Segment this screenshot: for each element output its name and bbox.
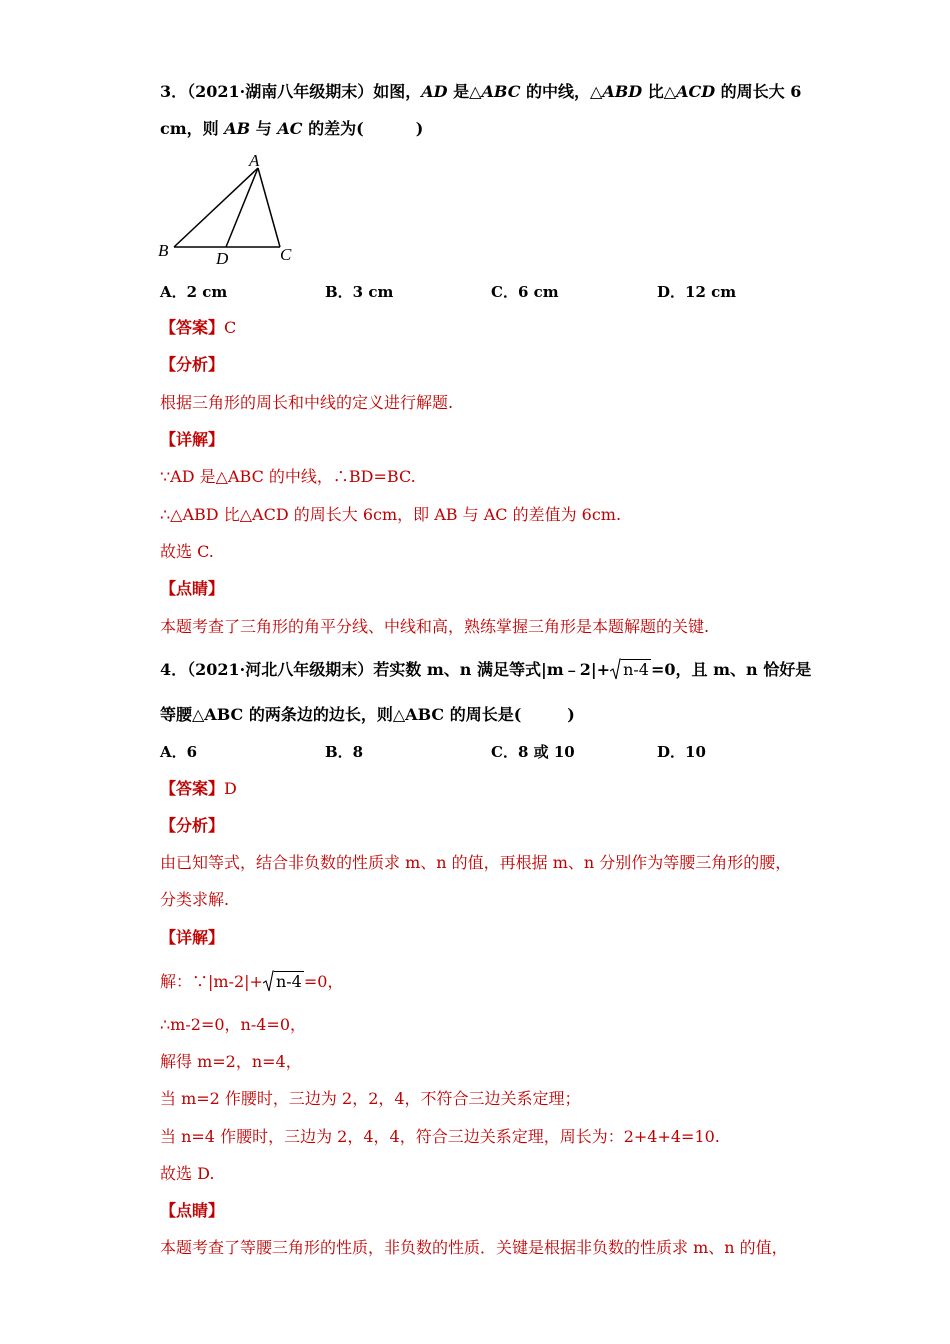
q4-detail-line: 解得 m=2，n=4，	[160, 1052, 302, 1071]
q4-paren-close: )	[567, 705, 575, 724]
q4-stem-line2-text: 等腰△ABC 的两条边的边长，则△ABC 的周长是(	[160, 705, 522, 724]
q3-abc: ABC	[481, 82, 521, 101]
triangle-symbol: △	[590, 82, 603, 101]
segment-ad	[226, 168, 258, 247]
q3-perimeter-text: 的周长大 6	[720, 82, 802, 101]
q3-analysis-text: 根据三角形的周长和中线的定义进行解题.	[160, 393, 454, 412]
q3-analysis-label: 【分析】	[160, 355, 225, 374]
q3-median-text: 的中线，	[526, 82, 591, 101]
q3-diff-text: 的差为(	[308, 119, 364, 138]
sqrt-expression	[263, 972, 304, 992]
q4-comment-text: 本题考查了等腰三角形的性质，非负数的性质．关键是根据非负数的性质求 m、n 的值，	[160, 1238, 788, 1257]
q4-comment-label: 【点睛】	[160, 1201, 225, 1220]
radical-sign-icon	[610, 658, 621, 680]
q3-comment-text: 本题考查了三角形的角平分线、中线和高，熟练掌握三角形是本题解题的关键.	[160, 617, 710, 636]
label-d: D	[216, 249, 229, 268]
q3-abd: ABD	[602, 82, 643, 101]
q4-stem-line2	[160, 705, 575, 725]
q3-ab: AB	[224, 119, 251, 138]
segment-ab	[174, 168, 258, 247]
label-b: B	[158, 241, 169, 260]
q4-analysis-text: 由已知等式，结合非负数的性质求 m、n 的值，再根据 m、n 分别作为等腰三角形的腰，	[160, 853, 792, 872]
answer-value: D	[224, 779, 237, 798]
q3-stem-line1	[160, 82, 801, 102]
answer-label: 【答案】	[160, 318, 225, 337]
q4-option-d: D．10	[657, 743, 706, 761]
sqrt-argument: n-4	[623, 660, 649, 679]
q4-option-a: A．6	[160, 743, 198, 761]
q3-comment-label: 【点睛】	[160, 579, 225, 598]
segment-ac	[258, 168, 280, 247]
answer-value: C	[224, 318, 237, 337]
q4-stem-text-b: =0，且 m、n 恰好是	[650, 660, 812, 679]
q4-detail-first-line	[160, 972, 343, 992]
q4-detail-line: 故选 D.	[160, 1164, 215, 1183]
q3-detail-label: 【详解】	[160, 430, 225, 449]
answer-label: 【答案】	[160, 779, 225, 798]
q3-ad: AD	[421, 82, 448, 101]
triangle-symbol: △	[469, 82, 482, 101]
q3-detail-line: ∵AD 是△ABC 的中线，∴BD=BC.	[160, 467, 416, 486]
q3-is: 是	[453, 82, 470, 101]
q3-source: （2021·湖南八年级期末）	[187, 82, 374, 101]
sqrt-argument: n-4	[275, 972, 302, 991]
q4-detail-label: 【详解】	[160, 928, 225, 947]
q3-detail-line: 故选 C.	[160, 542, 214, 561]
q4-option-c: C．8 或 10	[491, 743, 575, 761]
q4-option-b: B．8	[325, 743, 364, 761]
label-a: A	[249, 151, 260, 170]
sqrt-expression	[610, 660, 651, 680]
q4-number: 4．	[160, 660, 188, 679]
q4-analysis-label: 【分析】	[160, 816, 225, 835]
q4-detail-line: ∴m-2=0，n-4=0，	[160, 1015, 307, 1034]
triangle-figure	[156, 150, 306, 268]
q3-number: 3．	[160, 82, 188, 101]
q3-answer	[160, 318, 236, 338]
triangle-symbol: △	[663, 82, 677, 101]
q4-detail-line: 当 m=2 作腰时，三边为 2，2，4，不符合三边关系定理；	[160, 1089, 581, 1108]
q3-option-c: C．6 cm	[491, 283, 559, 301]
radical-sign-icon	[263, 970, 274, 992]
q3-and: 与	[255, 119, 272, 138]
q3-paren-close: )	[415, 119, 424, 138]
q4-stem-line1	[160, 660, 811, 680]
q3-cm-then: cm，则	[160, 119, 219, 138]
q3-ac: AC	[277, 119, 303, 138]
label-c: C	[280, 245, 292, 264]
q3-than: 比	[647, 82, 664, 101]
q3-acd: ACD	[676, 82, 716, 101]
q4-analysis-text: 分类求解.	[160, 890, 230, 909]
q3-option-b: B．3 cm	[325, 283, 394, 301]
q3-stem-line2	[160, 119, 423, 139]
q4-answer	[160, 779, 237, 799]
q3-stem-text: 如图，	[373, 82, 422, 101]
q3-option-d: D．12 cm	[657, 283, 737, 301]
q4-detail-line: 当 n=4 作腰时，三边为 2，4，4，符合三边关系定理，周长为：2+4+4=10.	[160, 1127, 720, 1146]
detail-text: =0，	[303, 972, 344, 991]
q4-stem-text: 若实数 m、n 满足等式|m﹣2|+	[373, 660, 611, 679]
q4-source: （2021·河北八年级期末）	[187, 660, 374, 679]
q3-option-a: A．2 cm	[160, 283, 228, 301]
q3-detail-line: ∴△ABD 比△ACD 的周长大 6cm，即 AB 与 AC 的差值为 6cm.	[160, 505, 622, 524]
detail-text: 解：∵|m-2|+	[160, 972, 263, 991]
